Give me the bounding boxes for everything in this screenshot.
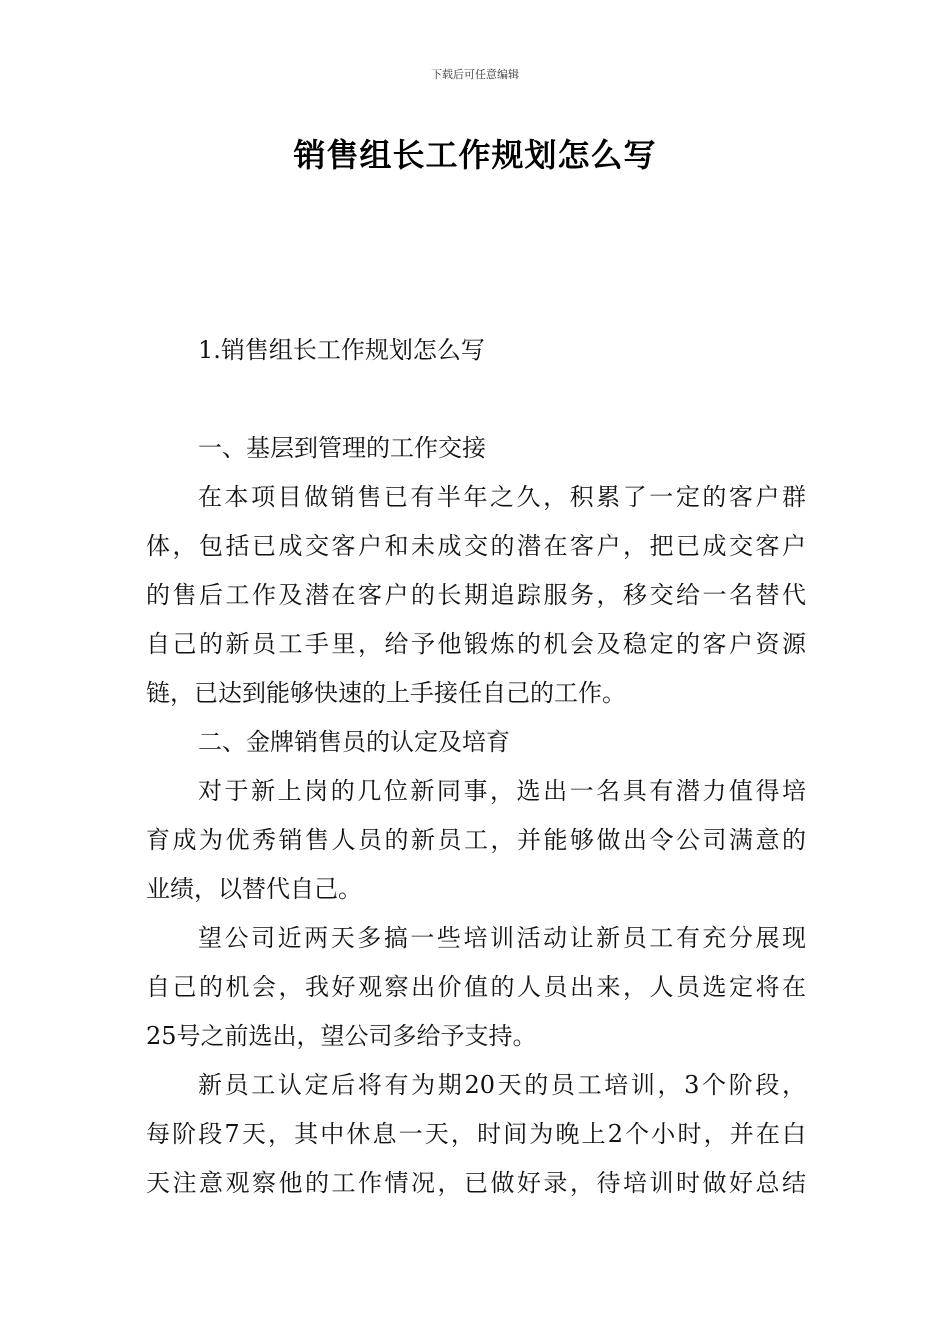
paragraph-line: 育成为优秀销售人员的新员工，并能够做出令公司满意的 [146, 826, 806, 854]
subheading-2: 二、金牌销售员的认定及培育 [198, 728, 510, 756]
document-title: 销售组长工作规划怎么写 [293, 136, 657, 174]
paragraph-line: 望公司近两天多搞一些培训活动让新员工有充分展现 [198, 924, 806, 952]
paragraph-line: 体，包括已成交客户和未成交的潜在客户，把已成交客户 [146, 532, 806, 560]
paragraph-line: 新员工认定后将有为期20天的员工培训，3个阶段， [198, 1071, 806, 1099]
document-body [146, 424, 806, 1208]
paragraph-line: 每阶段7天，其中休息一天，时间为晚上2个小时，并在白 [146, 1120, 806, 1148]
section-heading-block [146, 326, 806, 375]
paragraph-line: 天注意观察他的工作情况，已做好录，待培训时做好总结 [146, 1169, 806, 1197]
header-note: 下载后可任意编辑 [431, 68, 519, 81]
section-heading: 1.销售组长工作规划怎么写 [198, 336, 485, 364]
subheading-1: 一、基层到管理的工作交接 [198, 434, 486, 462]
paragraph-line: 自己的新员工手里，给予他锻炼的机会及稳定的客户资源 [146, 630, 806, 658]
paragraph-line: 25号之前选出，望公司多给予支持。 [146, 1022, 537, 1050]
paragraph-line: 链，已达到能够快速的上手接任自己的工作。 [146, 679, 626, 707]
paragraph-line: 自己的机会，我好观察出价值的人员出来，人员选定将在 [146, 973, 806, 1001]
paragraph-line: 的售后工作及潜在客户的长期追踪服务，移交给一名替代 [146, 581, 806, 609]
paragraph-line: 在本项目做销售已有半年之久，积累了一定的客户群 [198, 483, 806, 511]
paragraph-line: 业绩，以替代自己。 [146, 875, 362, 903]
paragraph-line: 对于新上岗的几位新同事，选出一名具有潜力值得培 [198, 777, 806, 805]
